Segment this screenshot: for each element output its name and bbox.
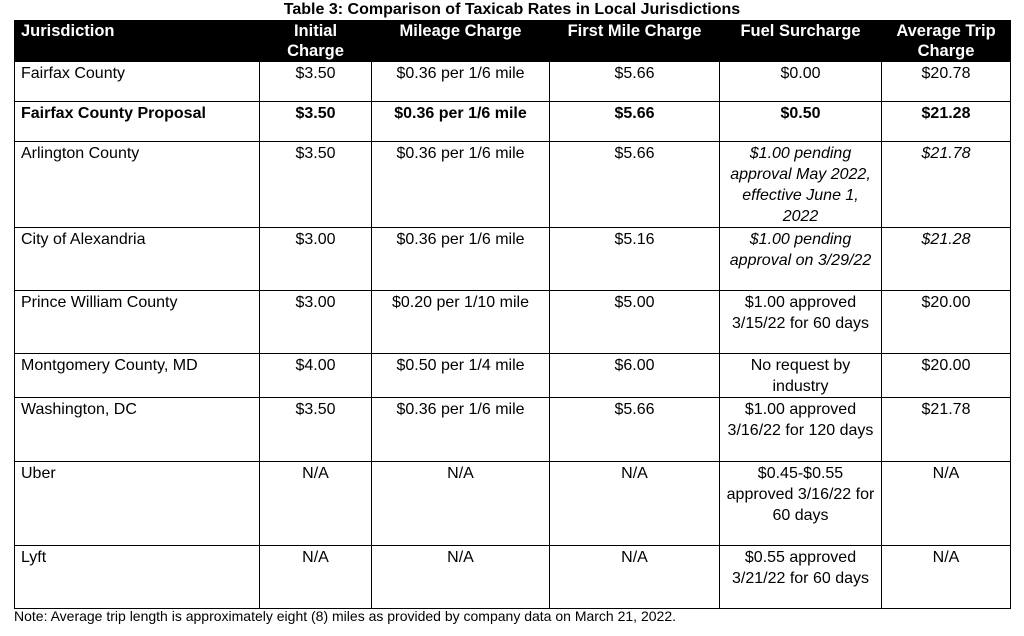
cell-mileage: N/A	[372, 546, 550, 609]
cell-first-mile: $5.66	[550, 62, 720, 102]
cell-fuel: $0.55 approved 3/21/22 for 60 days	[720, 546, 882, 609]
cell-fuel	[720, 228, 882, 291]
table-title: Table 3: Comparison of Taxicab Rates in Local Jurisdictions	[283, 1, 741, 18]
cell-first-mile: $5.16	[550, 228, 720, 291]
cell-average: $20.78	[882, 62, 1011, 102]
cell-fuel: $0.50	[720, 102, 882, 142]
table-row	[15, 398, 1011, 462]
cell-mileage: $0.20 per 1/10 mile	[372, 291, 550, 354]
table-row	[15, 62, 1011, 102]
table-row	[15, 291, 1011, 354]
average-text: $21.28	[921, 231, 971, 248]
cell-jurisdiction: Lyft	[15, 546, 260, 609]
cell-jurisdiction: Washington, DC	[15, 398, 260, 462]
cell-jurisdiction: City of Alexandria	[15, 228, 260, 291]
header-fuel-surcharge: Fuel Surcharge	[720, 21, 882, 62]
table-row	[15, 546, 1011, 609]
cell-mileage: N/A	[372, 462, 550, 546]
cell-initial: N/A	[260, 462, 372, 546]
cell-mileage: $0.36 per 1/6 mile	[372, 62, 550, 102]
table-row	[15, 102, 1011, 142]
cell-fuel: No request by industry	[720, 354, 882, 398]
cell-jurisdiction: Fairfax County Proposal	[15, 102, 260, 142]
cell-first-mile: $5.66	[550, 102, 720, 142]
fuel-text: $1.00 pending approval May 2022, effective June 1, 2022	[730, 145, 871, 225]
header-initial-charge: Initial Charge	[260, 21, 372, 62]
table-row	[15, 142, 1011, 228]
cell-initial: $3.50	[260, 142, 372, 228]
cell-average: $20.00	[882, 291, 1011, 354]
cell-average	[882, 142, 1011, 228]
header-average-trip-charge: Average Trip Charge	[882, 21, 1011, 62]
cell-fuel: $0.45-$0.55 approved 3/16/22 for 60 days	[720, 462, 882, 546]
cell-fuel: $0.00	[720, 62, 882, 102]
cell-fuel: $1.00 approved 3/16/22 for 120 days	[720, 398, 882, 462]
cell-first-mile: $6.00	[550, 354, 720, 398]
cell-initial: $3.00	[260, 228, 372, 291]
average-text: $21.78	[921, 145, 971, 162]
cell-initial: $3.50	[260, 62, 372, 102]
cell-jurisdiction: Montgomery County, MD	[15, 354, 260, 398]
cell-first-mile: $5.00	[550, 291, 720, 354]
header-jurisdiction: Jurisdiction	[15, 21, 260, 62]
cell-mileage: $0.36 per 1/6 mile	[372, 102, 550, 142]
cell-average: N/A	[882, 462, 1011, 546]
cell-jurisdiction: Fairfax County	[15, 62, 260, 102]
cell-mileage: $0.36 per 1/6 mile	[372, 398, 550, 462]
cell-first-mile: $5.66	[550, 142, 720, 228]
cell-fuel	[720, 142, 882, 228]
cell-jurisdiction: Prince William County	[15, 291, 260, 354]
comparison-table	[14, 20, 1011, 609]
cell-mileage: $0.36 per 1/6 mile	[372, 142, 550, 228]
header-first-mile-charge: First Mile Charge	[550, 21, 720, 62]
cell-jurisdiction: Uber	[15, 462, 260, 546]
cell-initial: N/A	[260, 546, 372, 609]
table-row	[15, 354, 1011, 398]
cell-initial: $4.00	[260, 354, 372, 398]
cell-average: $21.78	[882, 398, 1011, 462]
table-row	[15, 228, 1011, 291]
cell-average: N/A	[882, 546, 1011, 609]
header-mileage-charge: Mileage Charge	[372, 21, 550, 62]
cell-first-mile: N/A	[550, 462, 720, 546]
cell-fuel: $1.00 approved 3/15/22 for 60 days	[720, 291, 882, 354]
cell-mileage: $0.36 per 1/6 mile	[372, 228, 550, 291]
cell-average	[882, 228, 1011, 291]
cell-jurisdiction: Arlington County	[15, 142, 260, 228]
cell-mileage: $0.50 per 1/4 mile	[372, 354, 550, 398]
header-row	[15, 21, 1011, 62]
table-note: Note: Average trip length is approximately eight (8) miles as provided by company data on March 21, 2022.	[14, 608, 676, 624]
fuel-text: $1.00 pending approval on 3/29/22	[729, 231, 872, 269]
cell-initial: $3.00	[260, 291, 372, 354]
cell-average: $21.28	[882, 102, 1011, 142]
cell-first-mile: $5.66	[550, 398, 720, 462]
cell-initial: $3.50	[260, 398, 372, 462]
cell-average: $20.00	[882, 354, 1011, 398]
cell-first-mile: N/A	[550, 546, 720, 609]
table-row	[15, 462, 1011, 546]
cell-initial: $3.50	[260, 102, 372, 142]
